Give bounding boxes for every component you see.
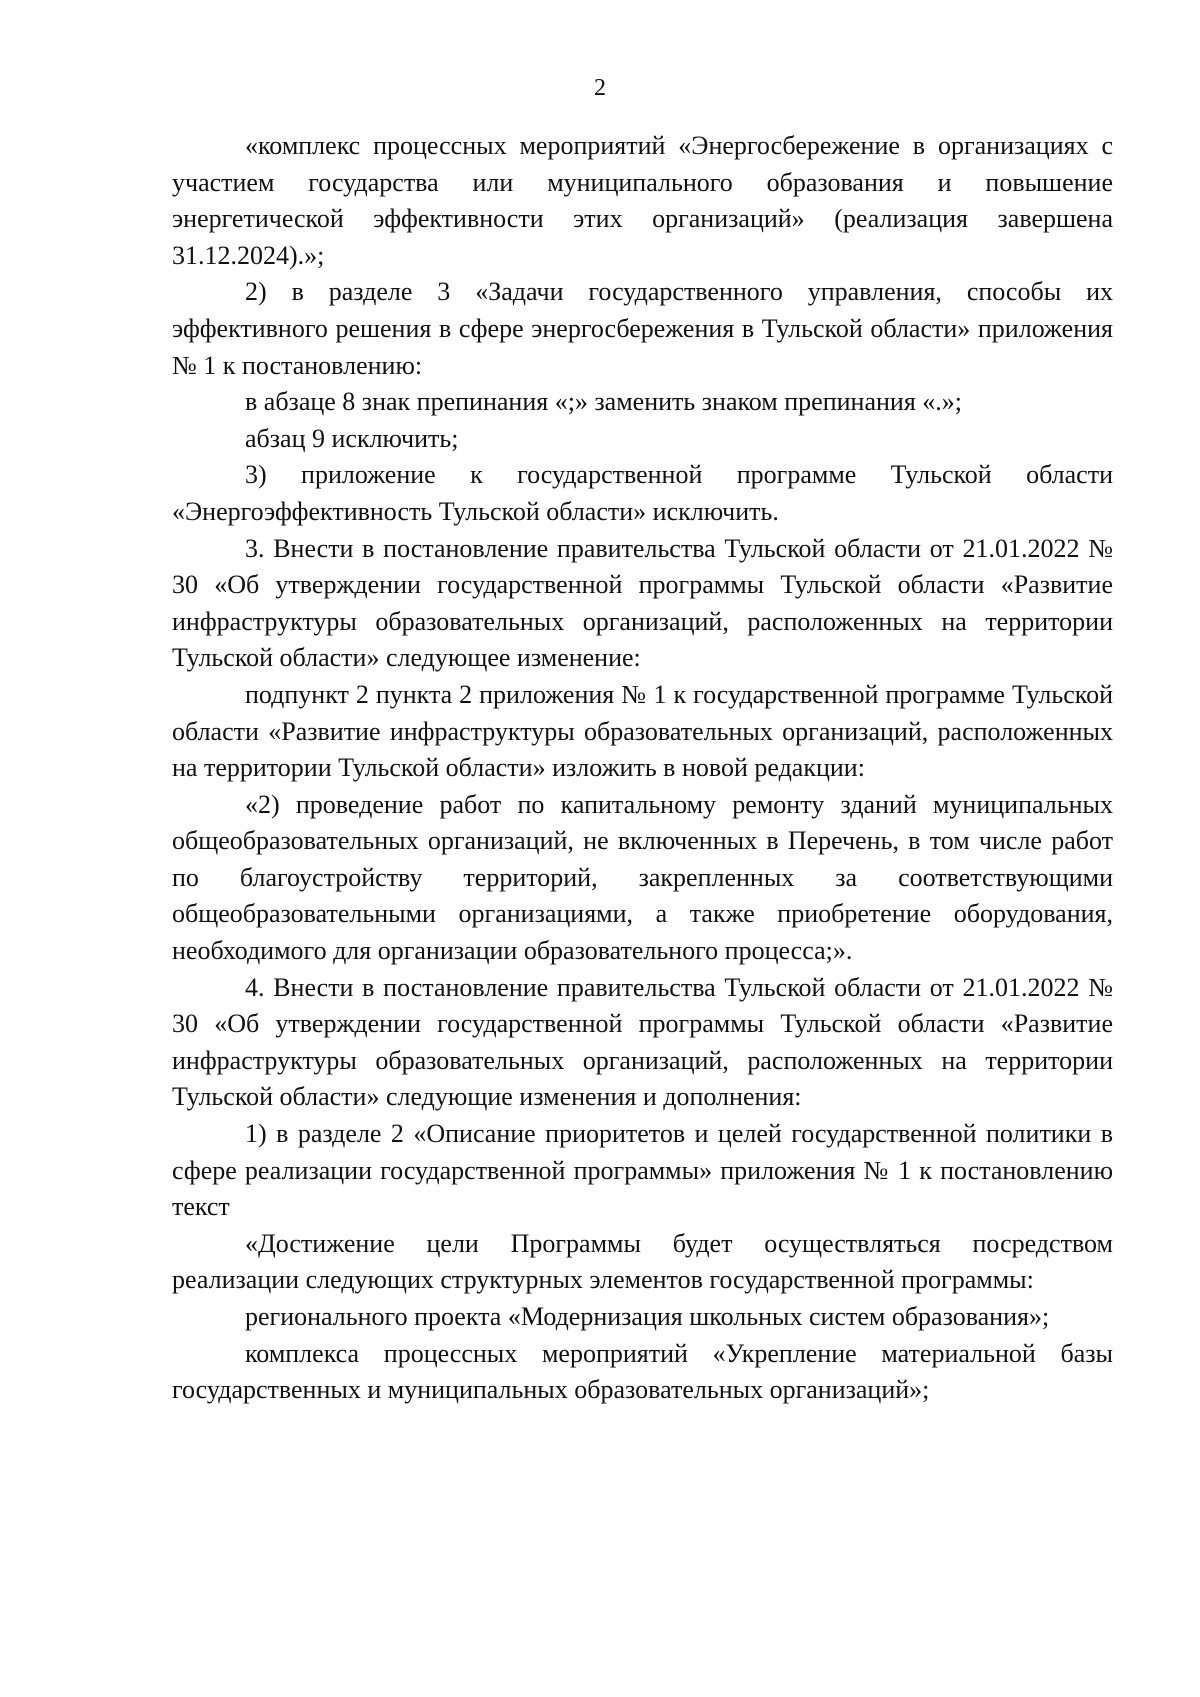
paragraph-3: в абзаце 8 знак препинания «;» заменить знаком препинания «.»; xyxy=(245,387,963,417)
paragraph-11: «Достижение цели Программы будет осуществляться посредством реализации следующих структурных элементов государственной программы: xyxy=(172,1228,1113,1295)
paragraph-13: комплекса процессных мероприятий «Укрепление материальной базы государственных и муниципальных образовательных организаций»; xyxy=(172,1338,1113,1405)
paragraph-6: 3. Внести в постановление правительства Тульской области от 21.01.2022 № 30 «Об утверждении государственной программы Тульской области «Развитие инфраструктуры образовательных организаций, расположенных на территории Тульской области» следующее изменение: xyxy=(172,533,1113,673)
paragraph-5: 3) приложение к государственной программе Тульской области «Энергоэффективность Тульской области» исключить. xyxy=(172,460,1113,526)
paragraph-12: регионального проекта «Модернизация школьных систем образования»; xyxy=(245,1302,1050,1331)
page-number: 2 xyxy=(594,75,606,101)
paragraph-2: 2) в разделе 3 «Задачи государственного управления, способы их эффективного решения в сфере энергосбережения в Тульской области» приложения № 1 к постановлению: xyxy=(172,277,1113,380)
paragraph-1: «комплекс процессных мероприятий «Энергосбережение в организациях с участием государства или муниципального образования и повышение энергетической эффективности этих организаций» (реализация завершена 31.12.2024).»; xyxy=(172,131,1113,270)
paragraph-4: абзац 9 исключить; xyxy=(245,423,459,453)
document-body xyxy=(172,128,1113,1409)
paragraph-10: 1) в разделе 2 «Описание приоритетов и целей государственной политики в сфере реализации государственной программы» приложения № 1 к постановлению текст xyxy=(172,1119,1113,1222)
paragraph-9: 4. Внести в постановление правительства Тульской области от 21.01.2022 № 30 «Об утверждении государственной программы Тульской области «Развитие инфраструктуры образовательных организаций, расположенных на территории Тульской области» следующие изменения и дополнения: xyxy=(172,972,1113,1112)
paragraph-7: подпункт 2 пункта 2 приложения № 1 к государственной программе Тульской области «Развитие инфраструктуры образовательных организаций, расположенных на территории Тульской области» изложить в новой редакции: xyxy=(172,679,1113,783)
paragraph-8: «2) проведение работ по капитальному ремонту зданий муниципальных общеобразовательных организаций, не включенных в Перечень, в том числе работ по благоустройству территорий, закрепленных за соответствующими общеобразовательными организациями, а также приобретение оборудования, необходимого для организации образовательного процесса;». xyxy=(172,789,1113,966)
